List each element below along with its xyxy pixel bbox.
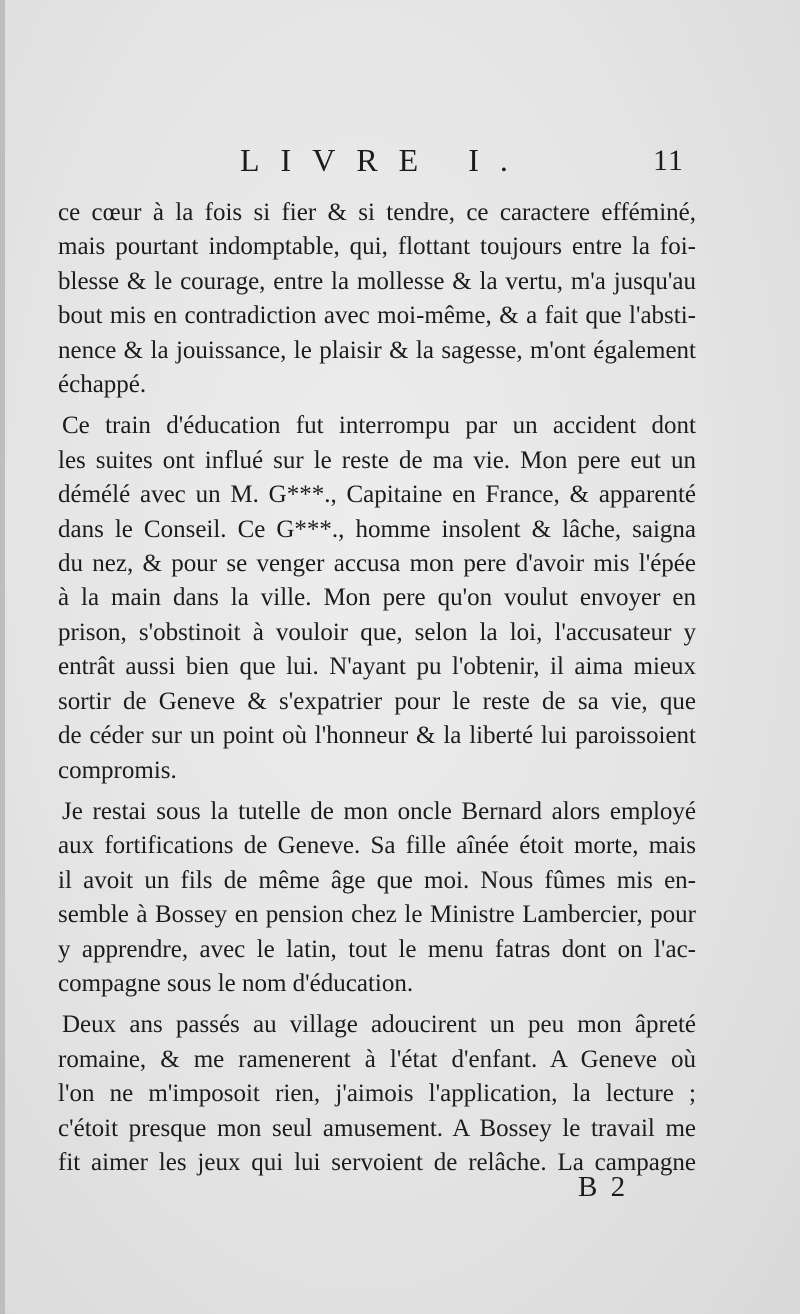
text-line: mais pourtant indomptable, qui, flottant toujours entre la foi- [58, 233, 696, 261]
body-text [58, 196, 696, 1187]
text-line: fit aimer les jeux qui lui servoient de relâche. La campagne [58, 1148, 696, 1176]
text-line: Ce train d'éducation fut interrompu par un accident dont [62, 412, 696, 440]
text-line: de céder sur un point où l'honneur & la liberté lui paroissoient [58, 722, 696, 750]
paragraph [58, 196, 696, 402]
text-line: il avoit un fils de même âge que moi. Nous fûmes mis en- [58, 866, 696, 894]
text-line: démélé avec un M. G***., Capitaine en France, & apparenté [58, 481, 696, 509]
text-line: romaine, & me ramenerent à l'état d'enfant. A Geneve où [58, 1045, 696, 1073]
signature-mark: B 2 [578, 1171, 629, 1203]
page-number: 11 [653, 144, 684, 177]
text-line: échappé. [58, 371, 147, 399]
text-line: Je restai sous la tutelle de mon oncle Bernard alors employé [62, 797, 696, 825]
running-head: LIVRE I. [240, 142, 529, 178]
text-line: aux fortifications de Geneve. Sa fille aînée étoit morte, mais [58, 832, 696, 860]
text-line: du nez, & pour se venger accusa mon pere d'avoir mis l'épée [58, 550, 696, 578]
text-line: c'étoit presque mon seul amusement. A Bossey le travail me [58, 1114, 696, 1142]
text-line: entrât aussi bien que lui. N'ayant pu l'obtenir, il aima mieux [58, 653, 696, 681]
text-line: dans le Conseil. Ce G***., homme insolent & lâche, saigna [58, 515, 696, 543]
text-line: compromis. [58, 756, 177, 784]
paragraph [58, 795, 696, 1001]
page-header [0, 142, 800, 182]
text-line: l'on ne m'imposoit rien, j'aimois l'application, la lecture ; [58, 1080, 696, 1108]
text-line: ce cœur à la fois si fier & si tendre, ce caractere efféminé, [58, 199, 696, 226]
text-line: sortir de Geneve & s'expatrier pour le reste de sa vie, que [58, 687, 696, 715]
text-line: nence & la jouissance, le plaisir & la sagesse, m'ont également [58, 336, 696, 364]
text-line: bout mis en contradiction avec moi-même, & a fait que l'absti- [58, 302, 696, 330]
text-line: blesse & le courage, entre la mollesse & la vertu, m'a jusqu'au [58, 267, 696, 295]
page-edge-shadow [0, 0, 5, 1314]
text-line: les suites ont influé sur le reste de ma vie. Mon pere eut un [58, 446, 696, 474]
text-line: compagne sous le nom d'éducation. [58, 969, 414, 997]
text-line: prison, s'obstinoit à vouloir que, selon la loi, l'accusateur y [58, 618, 696, 646]
paragraph [58, 409, 696, 787]
text-line: y apprendre, avec le latin, tout le menu fatras dont on l'ac- [58, 935, 696, 963]
paragraph [58, 1008, 696, 1180]
text-line: semble à Bossey en pension chez le Ministre Lambercier, pour [58, 901, 696, 929]
text-line: Deux ans passés au village adoucirent un peu mon âpreté [62, 1011, 696, 1039]
text-line: à la main dans la ville. Mon pere qu'on voulut envoyer en [58, 584, 696, 612]
